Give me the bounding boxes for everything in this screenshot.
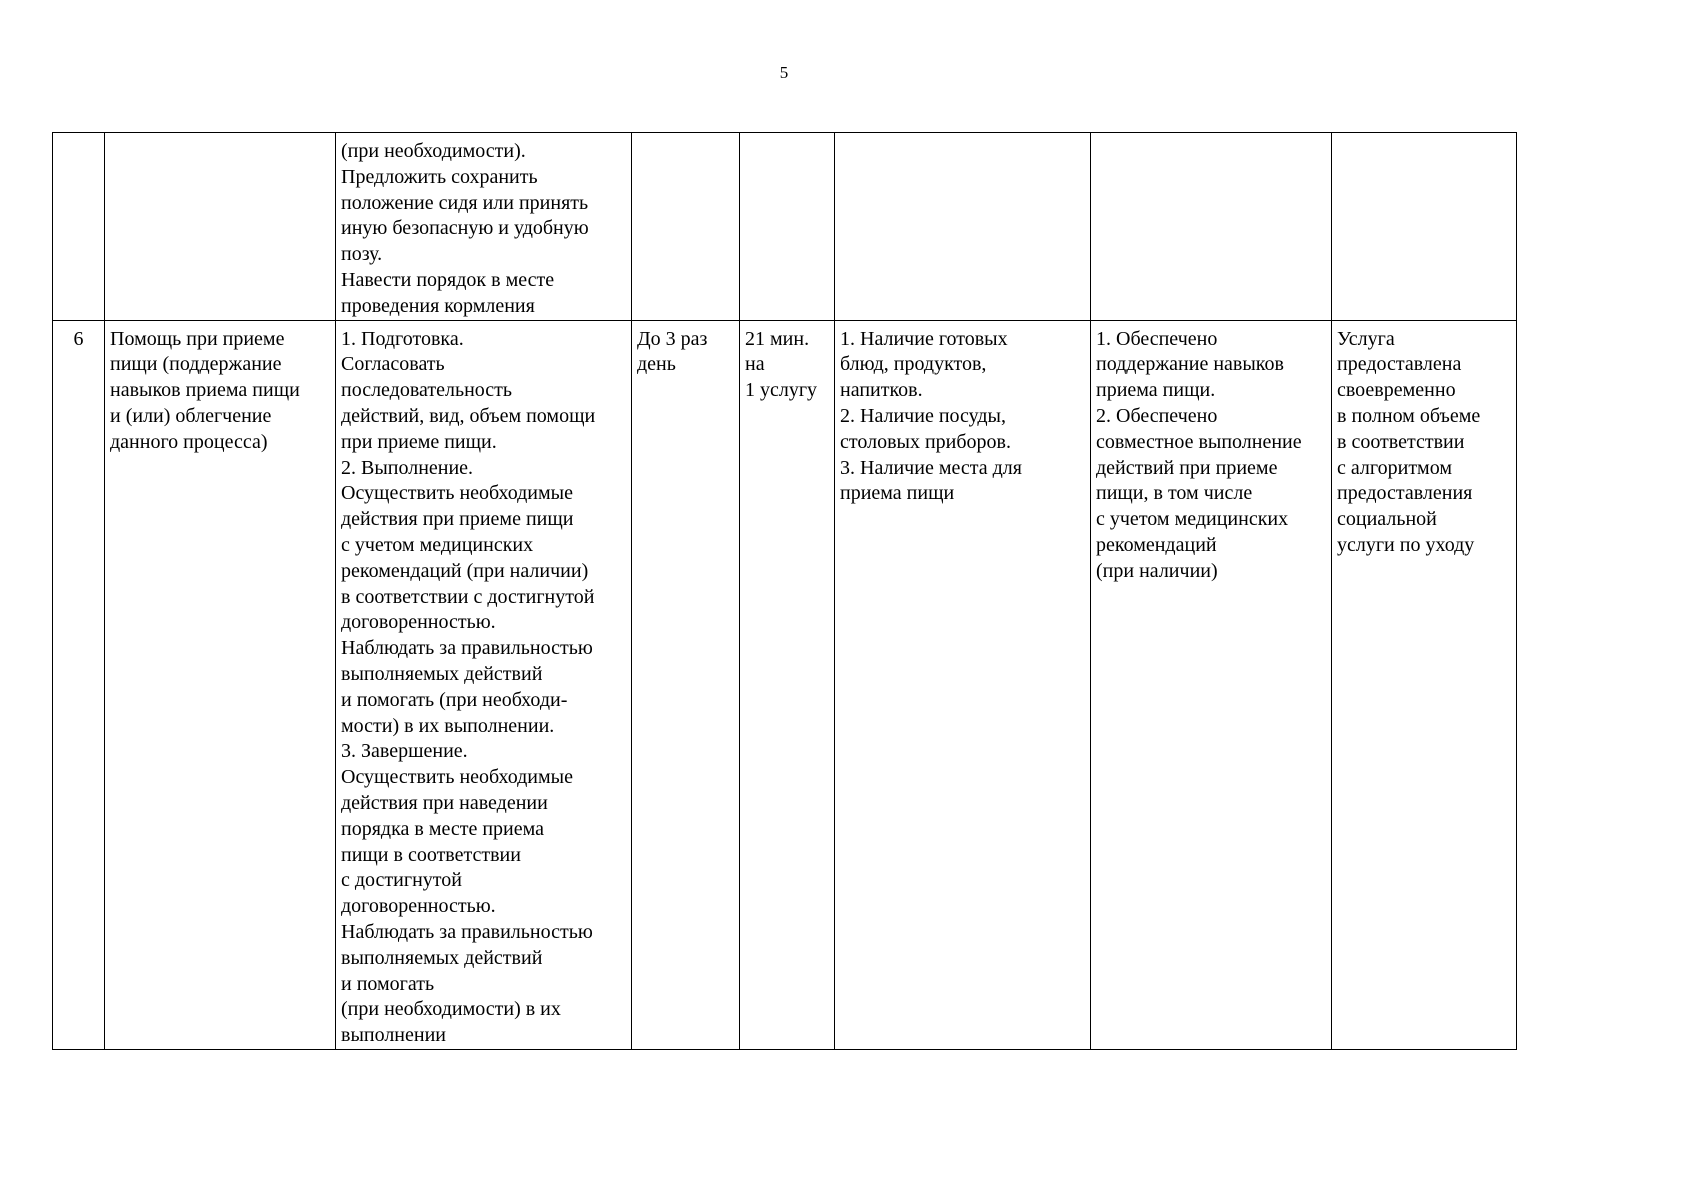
services-table — [52, 132, 1517, 1050]
text-line: До 3 раз — [637, 327, 708, 350]
text-line: Осуществить необходимые — [341, 482, 573, 505]
table-row-continuation — [53, 133, 1517, 321]
text-line: социальной — [1337, 508, 1437, 531]
text-line: проведения кормления — [341, 294, 535, 317]
cell-results — [1091, 133, 1332, 321]
text-line: напитков. — [840, 379, 923, 402]
text-line: приема пищи. — [1096, 379, 1216, 402]
text-line: Осуществить необходимые — [341, 766, 573, 789]
text-line: навыков приема пищи — [110, 379, 300, 402]
text-line: действий при приеме — [1096, 456, 1278, 479]
text-line: позу. — [341, 243, 383, 266]
text-line: Услуга — [1337, 327, 1395, 350]
text-line: (при наличии) — [1096, 559, 1218, 582]
text-line: пищи, в том числе — [1096, 482, 1253, 505]
text-line: предоставлена — [1337, 353, 1462, 376]
text-line: Наблюдать за правильностью — [341, 637, 593, 660]
text-line: 3. Наличие места для — [840, 456, 1022, 479]
text-line: 2. Выполнение. — [341, 456, 474, 479]
text-line: с алгоритмом — [1337, 456, 1452, 479]
cell-conditions — [835, 320, 1091, 1049]
text-line: Навести порядок в месте — [341, 268, 555, 291]
cell-frequency — [632, 320, 740, 1049]
text-line: действия при приеме пищи — [341, 508, 574, 531]
text-line: и помогать — [341, 972, 435, 995]
text-line: Наблюдать за правильностью — [341, 920, 593, 943]
cell-quality — [1332, 320, 1517, 1049]
text-line: в соответствии — [1337, 430, 1465, 453]
row-number: 6 — [73, 327, 84, 350]
text-line: на — [745, 353, 765, 376]
text-line: последовательность — [341, 379, 513, 402]
text-line: блюд, продуктов, — [840, 353, 987, 376]
text-line: 2. Обеспечено — [1096, 404, 1218, 427]
text-line: пищи (поддержание — [110, 353, 282, 376]
text-line: Согласовать — [341, 353, 445, 376]
text-line: и (или) облегчение — [110, 404, 272, 427]
cell-service-name — [105, 133, 336, 321]
text-line: иную безопасную и удобную — [341, 217, 589, 240]
text-line: с достигнутой — [341, 869, 462, 892]
text-line: данного процесса) — [110, 430, 268, 453]
text-line: и помогать (при необходи- — [341, 688, 568, 711]
table-row-6 — [53, 320, 1517, 1049]
cell-frequency — [632, 133, 740, 321]
text-line: (при необходимости). — [341, 140, 526, 162]
text-line: предоставления — [1337, 482, 1473, 505]
text-line: 1. Наличие готовых — [840, 327, 1008, 350]
text-line: рекомендаций — [1096, 533, 1217, 556]
cell-service-name — [105, 320, 336, 1049]
text-line: приема пищи — [840, 482, 955, 505]
text-line: услуги по уходу — [1337, 533, 1475, 556]
text-line: договоренностью. — [341, 611, 496, 634]
text-line: 1. Подготовка. — [341, 327, 464, 350]
page-number: 5 — [779, 63, 789, 82]
text-line: действий, вид, объем помощи — [341, 404, 596, 427]
text-line: выполняемых действий — [341, 662, 543, 685]
text-line: выполняемых действий — [341, 946, 543, 969]
text-line: Помощь при приеме — [110, 327, 285, 350]
text-line: мости) в их выполнении. — [341, 714, 555, 737]
cell-results — [1091, 320, 1332, 1049]
text-line: с учетом медицинских — [1096, 508, 1289, 531]
cell-duration — [740, 320, 835, 1049]
text-line: Предложить сохранить — [341, 165, 538, 188]
text-line: действия при наведении — [341, 791, 548, 814]
text-line: порядка в месте приема — [341, 817, 545, 840]
text-line: выполнении — [341, 1024, 446, 1047]
text-line: договоренностью. — [341, 895, 496, 918]
text-line: 3. Завершение. — [341, 740, 468, 763]
text-line: 1 услугу — [745, 379, 818, 402]
text-line: при приеме пищи. — [341, 430, 497, 453]
text-line: совместное выполнение — [1096, 430, 1302, 453]
cell-content — [336, 133, 632, 321]
text-line: рекомендаций (при наличии) — [341, 559, 589, 582]
cell-number — [53, 320, 105, 1049]
text-line: 21 мин. — [745, 327, 810, 350]
text-line: поддержание навыков — [1096, 353, 1284, 376]
text-line: с учетом медицинских — [341, 533, 534, 556]
text-line: (при необходимости) в их — [341, 998, 561, 1021]
cell-quality — [1332, 133, 1517, 321]
text-line: в соответствии с достигнутой — [341, 585, 595, 608]
text-line: день — [637, 353, 676, 376]
text-line: своевременно — [1337, 379, 1456, 402]
text-line: пищи в соответствии — [341, 843, 521, 866]
cell-duration — [740, 133, 835, 321]
text-line: столовых приборов. — [840, 430, 1011, 453]
text-line: 1. Обеспечено — [1096, 327, 1218, 350]
cell-number — [53, 133, 105, 321]
cell-conditions — [835, 133, 1091, 321]
text-line: 2. Наличие посуды, — [840, 404, 1006, 427]
cell-content — [336, 320, 632, 1049]
text-line: в полном объеме — [1337, 404, 1481, 427]
text-line: положение сидя или принять — [341, 191, 589, 214]
